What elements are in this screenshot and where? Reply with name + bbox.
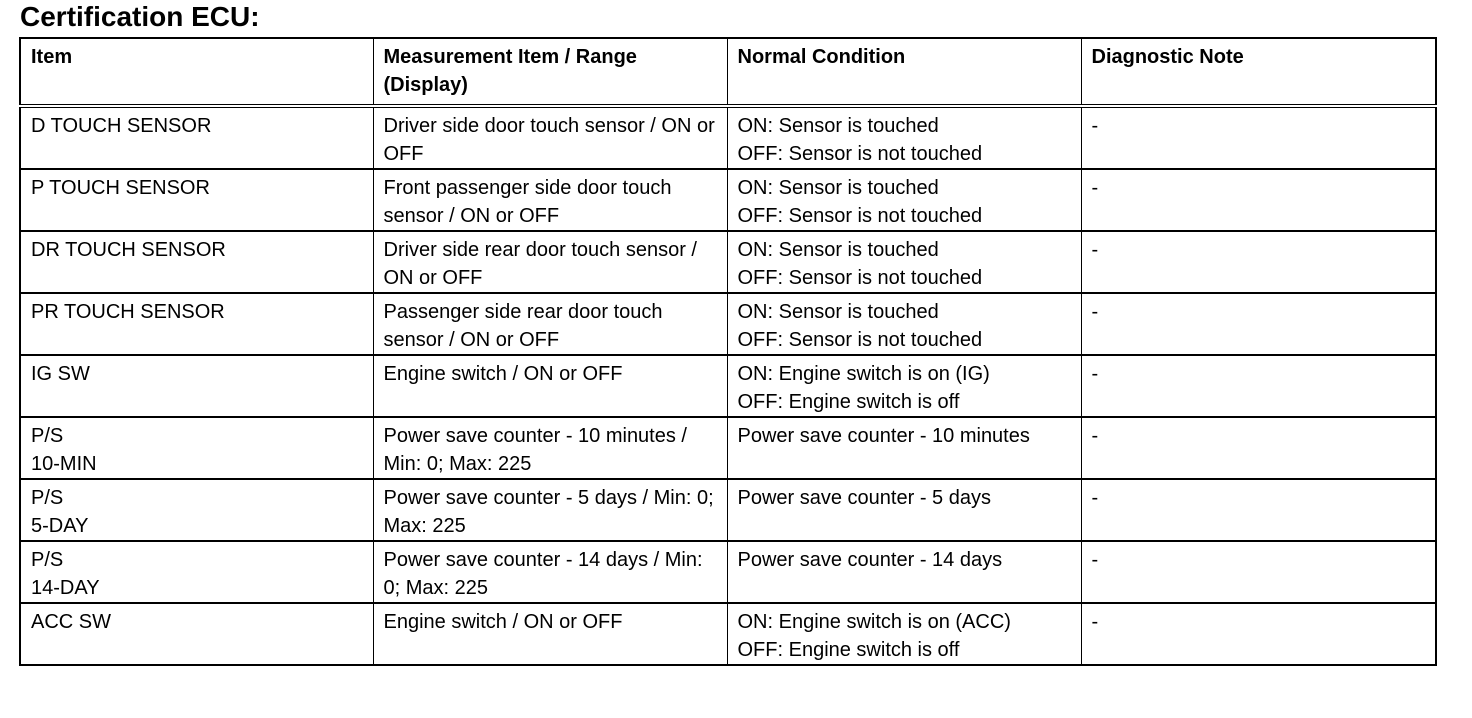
cell-measurement: Power save counter - 14 days / Min: 0; Max: 225 [373, 541, 727, 603]
header-normal-condition: Normal Condition [727, 38, 1081, 106]
cell-item: P TOUCH SENSOR [20, 169, 373, 231]
cell-diagnostic-note: - [1081, 603, 1436, 665]
cell-normal-condition: Power save counter - 10 minutes [727, 417, 1081, 479]
cell-diagnostic-note: - [1081, 355, 1436, 417]
header-item: Item [20, 38, 373, 106]
header-diagnostic-note: Diagnostic Note [1081, 38, 1436, 106]
table-row [20, 293, 1436, 355]
cell-normal-condition: ON: Sensor is touched OFF: Sensor is not touched [727, 106, 1081, 169]
table-row [20, 479, 1436, 541]
cell-measurement: Front passenger side door touch sensor / ON or OFF [373, 169, 727, 231]
cell-normal-condition: ON: Engine switch is on (ACC) OFF: Engine switch is off [727, 603, 1081, 665]
table-row [20, 106, 1436, 169]
cell-item: D TOUCH SENSOR [20, 106, 373, 169]
cell-diagnostic-note: - [1081, 169, 1436, 231]
page-title: Certification ECU: [20, 1, 260, 32]
cell-normal-condition: ON: Engine switch is on (IG) OFF: Engine switch is off [727, 355, 1081, 417]
table-row [20, 231, 1436, 293]
cell-diagnostic-note: - [1081, 293, 1436, 355]
table-header-row [20, 38, 1436, 106]
cell-item: P/S 10-MIN [20, 417, 373, 479]
certification-ecu-table [19, 37, 1437, 666]
cell-measurement: Engine switch / ON or OFF [373, 603, 727, 665]
cell-item: ACC SW [20, 603, 373, 665]
cell-diagnostic-note: - [1081, 479, 1436, 541]
cell-measurement: Power save counter - 10 minutes / Min: 0; Max: 225 [373, 417, 727, 479]
cell-diagnostic-note: - [1081, 417, 1436, 479]
cell-diagnostic-note: - [1081, 231, 1436, 293]
cell-item: P/S 5-DAY [20, 479, 373, 541]
cell-diagnostic-note: - [1081, 541, 1436, 603]
cell-item: PR TOUCH SENSOR [20, 293, 373, 355]
cell-item: DR TOUCH SENSOR [20, 231, 373, 293]
table-row [20, 417, 1436, 479]
table-row [20, 355, 1436, 417]
cell-measurement: Power save counter - 5 days / Min: 0; Max: 225 [373, 479, 727, 541]
cell-item: IG SW [20, 355, 373, 417]
cell-normal-condition: ON: Sensor is touched OFF: Sensor is not touched [727, 293, 1081, 355]
cell-measurement: Passenger side rear door touch sensor / ON or OFF [373, 293, 727, 355]
cell-normal-condition: ON: Sensor is touched OFF: Sensor is not touched [727, 231, 1081, 293]
cell-normal-condition: Power save counter - 14 days [727, 541, 1081, 603]
cell-normal-condition: Power save counter - 5 days [727, 479, 1081, 541]
header-measurement: Measurement Item / Range (Display) [373, 38, 727, 106]
cell-measurement: Driver side door touch sensor / ON or OFF [373, 106, 727, 169]
cell-measurement: Engine switch / ON or OFF [373, 355, 727, 417]
cell-measurement: Driver side rear door touch sensor / ON or OFF [373, 231, 727, 293]
table-row [20, 541, 1436, 603]
cell-normal-condition: ON: Sensor is touched OFF: Sensor is not touched [727, 169, 1081, 231]
table-row [20, 169, 1436, 231]
cell-diagnostic-note: - [1081, 106, 1436, 169]
table-row [20, 603, 1436, 665]
cell-item: P/S 14-DAY [20, 541, 373, 603]
